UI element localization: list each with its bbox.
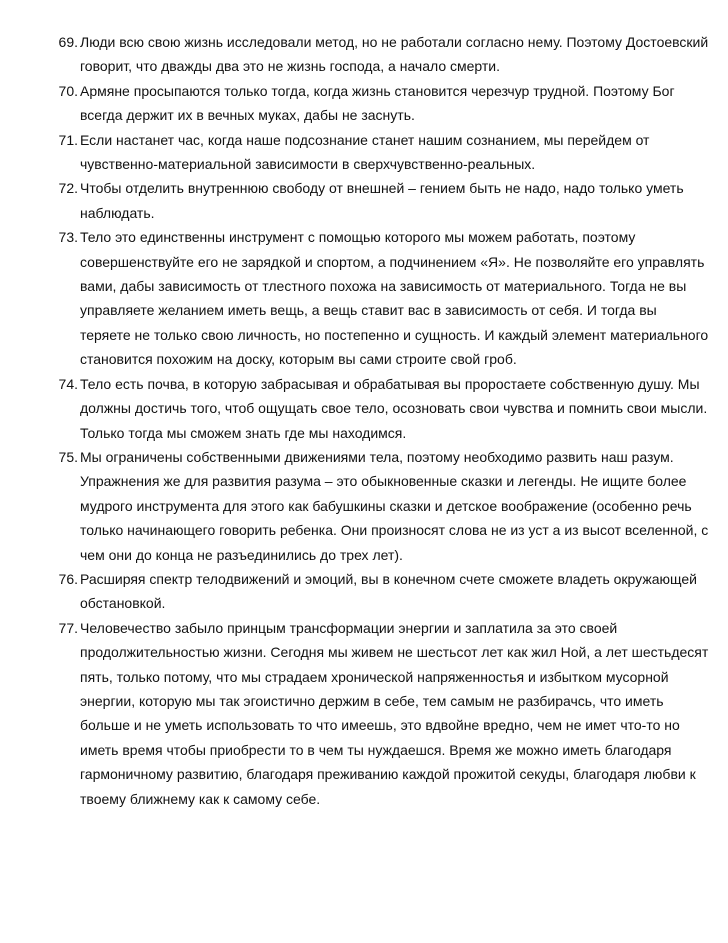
item-text: Люди всю свою жизнь исследовали метод, но не работали согласно нему. Поэтому Достоевский говорит, что дважды два это не жизнь господа, а начало смерти.	[80, 34, 709, 75]
item-number: 72.	[58, 180, 78, 197]
item-text: Мы ограничены собственными движениями тела, поэтому необходимо развить наш разум. Упражнения же для развития разума – это обыкновенные сказки и легенды. Не ищите более мудрого инструмента для этого как бабушкины сказки и детское воображение (особенно речь только начинающего говорить ребенка. Они произносят слова не из уст а из высот вселенной, с чем они до конца не разъединились до трех лет).	[80, 448, 709, 563]
item-text: Расширяя спектр телодвижений и эмоций, вы в конечном счете сможете владеть окружающей обстановкой.	[80, 570, 697, 612]
item-text: Армяне просыпаются только тогда, когда жизнь становится черезчур трудной. Поэтому Бог всегда держит их в вечных муках, дабы не заснуть.	[80, 82, 675, 124]
item-number: 74.	[58, 375, 78, 392]
item-number: 69.	[58, 34, 78, 50]
list-item	[58, 79, 710, 128]
item-text: Если настанет час, когда наше подсознание станет нашим сознанием, мы перейдем от чувственно-материальной зависимости в сверхчувственно-реальных.	[80, 131, 650, 173]
list-item	[58, 176, 710, 225]
list-item	[58, 225, 710, 371]
item-number: 76.	[58, 570, 78, 587]
item-number: 70.	[58, 82, 78, 99]
item-number: 73.	[58, 229, 78, 246]
item-text: Тело это единственны инструмент с помощью которого мы можем работать, поэтому совершенствуйте его не зарядкой и спортом, а подчинением «Я». Не позволяйте его управлять вами, дабы зависимость от тлестного похожа на зависимость от материального. Тогда не вы управляете желанием иметь вещь, а вещь ставит вас в зависимость от себя. И тогда вы теряете не только свою личность, но постепенно и сущность. И каждый элемент материального становится похожим на доску, которым вы сами строите свой гроб.	[80, 229, 709, 368]
item-text: Чтобы отделить внутреннюю свободу от внешней – гением быть не надо, надо только уметь наблюдать.	[80, 180, 684, 221]
list-item	[58, 372, 710, 445]
numbered-list	[58, 30, 710, 811]
item-number: 77.	[58, 619, 78, 636]
list-item	[58, 445, 710, 567]
list-item	[58, 128, 710, 177]
item-number: 71.	[58, 131, 78, 148]
item-text: Тело есть почва, в которую забрасывая и обрабатывая вы проростаете собственную душу. Мы должны достичь того, чтоб ощущать свое тело, осозновать свои чувства и помнить свои мысли. Только тогда мы сможем знать где мы находимся.	[80, 375, 708, 441]
list-item	[58, 30, 710, 79]
item-text: Человечество забыло принцым трансформации энергии и заплатила за это своей продолжительностью жизни. Сегодня мы живем не шестьсот лет как жил Ной, а лет шестьдесят пять, только потому, что мы страдаем хронической напряженностья и избытком мусорной энергии, которую мы так эгоистично держим в себе, тем самым не разбирачсь, что иметь больше и не уметь использовать то что имеешь, это вдвойне вредно, чем не имет что-то но иметь время чтобы приобрести то в чем ты нуждаешся. Время же можно иметь благодаря гармоничному развитию, благодаря преживанию каждой прожитой секуды, благодаря любви к твоему ближнему как к самому себе.	[80, 619, 709, 807]
item-number: 75.	[58, 448, 78, 465]
list-item	[58, 616, 710, 811]
list-item	[58, 567, 710, 616]
